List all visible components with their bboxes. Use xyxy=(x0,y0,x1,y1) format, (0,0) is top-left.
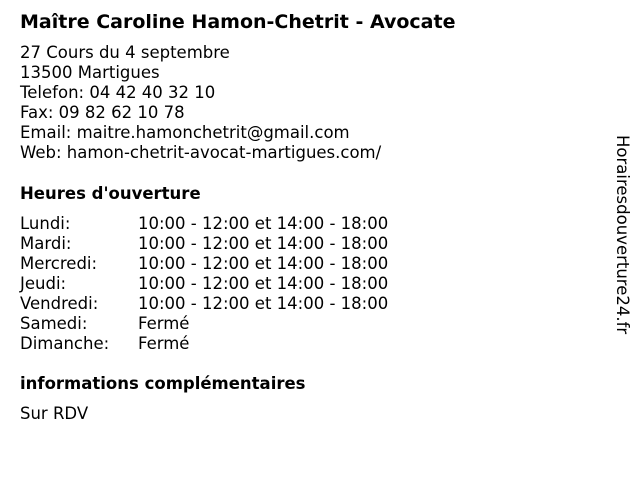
page-title: Maître Caroline Hamon-Chetrit - Avocate xyxy=(20,11,456,33)
hours-row-lundi xyxy=(20,214,388,234)
contact-block xyxy=(20,43,381,163)
hours-heading: Heures d'ouverture xyxy=(20,184,201,203)
time-value: 10:00 - 12:00 et 14:00 - 18:00 xyxy=(138,294,389,313)
side-watermark xyxy=(612,135,632,371)
day-label: Dimanche: xyxy=(20,334,110,353)
day-label: Jeudi: xyxy=(20,274,67,293)
fax-number: Fax: 09 82 62 10 78 xyxy=(20,103,185,122)
email-address[interactable]: Email: maitre.hamonchetrit@gmail.com xyxy=(20,123,350,142)
day-label: Samedi: xyxy=(20,314,88,333)
info-heading: informations complémentaires xyxy=(20,374,306,393)
hours-row-dimanche xyxy=(20,334,388,354)
day-label: Mardi: xyxy=(20,234,72,253)
hours-row-mardi xyxy=(20,234,388,254)
hours-table xyxy=(20,214,388,354)
website-link[interactable]: Web: hamon-chetrit-avocat-martigues.com/ xyxy=(20,143,382,162)
side-watermark-text: Horairesdouverture24.fr xyxy=(613,135,632,335)
hours-row-samedi xyxy=(20,314,388,334)
day-label: Vendredi: xyxy=(20,294,99,313)
time-value: Fermé xyxy=(138,334,190,353)
info-text: Sur RDV xyxy=(20,404,89,423)
phone-number[interactable]: Telefon: 04 42 40 32 10 xyxy=(20,83,216,102)
time-value: Fermé xyxy=(138,314,190,333)
day-label: Mercredi: xyxy=(20,254,98,273)
street-address: 27 Cours du 4 septembre xyxy=(20,43,230,62)
time-value: 10:00 - 12:00 et 14:00 - 18:00 xyxy=(138,254,389,273)
hours-row-jeudi xyxy=(20,274,388,294)
hours-row-mercredi xyxy=(20,254,388,274)
time-value: 10:00 - 12:00 et 14:00 - 18:00 xyxy=(138,234,389,253)
hours-row-vendredi xyxy=(20,294,388,314)
city-address: 13500 Martigues xyxy=(20,63,160,82)
day-label: Lundi: xyxy=(20,214,71,233)
time-value: 10:00 - 12:00 et 14:00 - 18:00 xyxy=(138,274,389,293)
time-value: 10:00 - 12:00 et 14:00 - 18:00 xyxy=(138,214,389,233)
